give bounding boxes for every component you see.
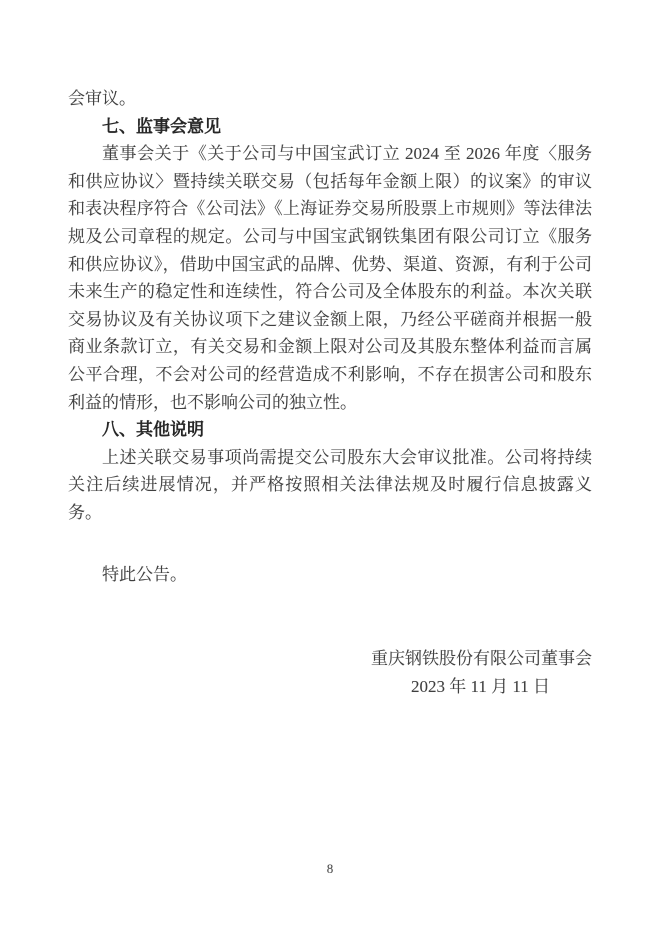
section-paragraph-other-notes: 上述关联交易事项尚需提交公司股东大会审议批准。公司将持续关注后续进展情况，并严格按照相关法律法规及时履行信息披露义务。	[68, 447, 592, 522]
page-number: 8	[326, 861, 334, 876]
signature-date: 2023 年 11 月 11 日	[411, 676, 550, 696]
document-content	[68, 85, 592, 700]
carryover-text: 会审议。	[68, 89, 136, 108]
section-heading-other-notes: 八、其他说明	[102, 420, 204, 440]
closing-statement: 特此公告。	[102, 564, 187, 584]
section-heading-supervisory-board-opinion: 七、监事会意见	[102, 116, 221, 136]
section-paragraph-supervisory-board-opinion: 董事会关于《关于公司与中国宝武订立 2024 至 2026 年度〈服务和供应协议〉暨持续关联交易（包括每年金额上限）的议案》的审议和表决程序符合《公司法》《上海证券交易所股票上市规则》等法律法规及公司章程的规定。公司与中国宝武钢铁集团有限公司订立《服务和供应协议》，借助中国宝武的品牌、优势、渠道、资源，有利于公司未来生产的稳定性和连续性，符合公司及全体股东的利益。本次关联交易协议及有关协议项下之建议金额上限，乃经公平磋商并根据一般商业条款订立，有关交易和金额上限对公司及其股东整体利益而言属公平合理，不会对公司的经营造成不利影响，不存在损害公司和股东利益的情形，也不影响公司的独立性。	[68, 144, 592, 412]
signature-company: 重庆钢铁股份有限公司董事会	[371, 649, 592, 669]
signature-block	[68, 645, 592, 700]
